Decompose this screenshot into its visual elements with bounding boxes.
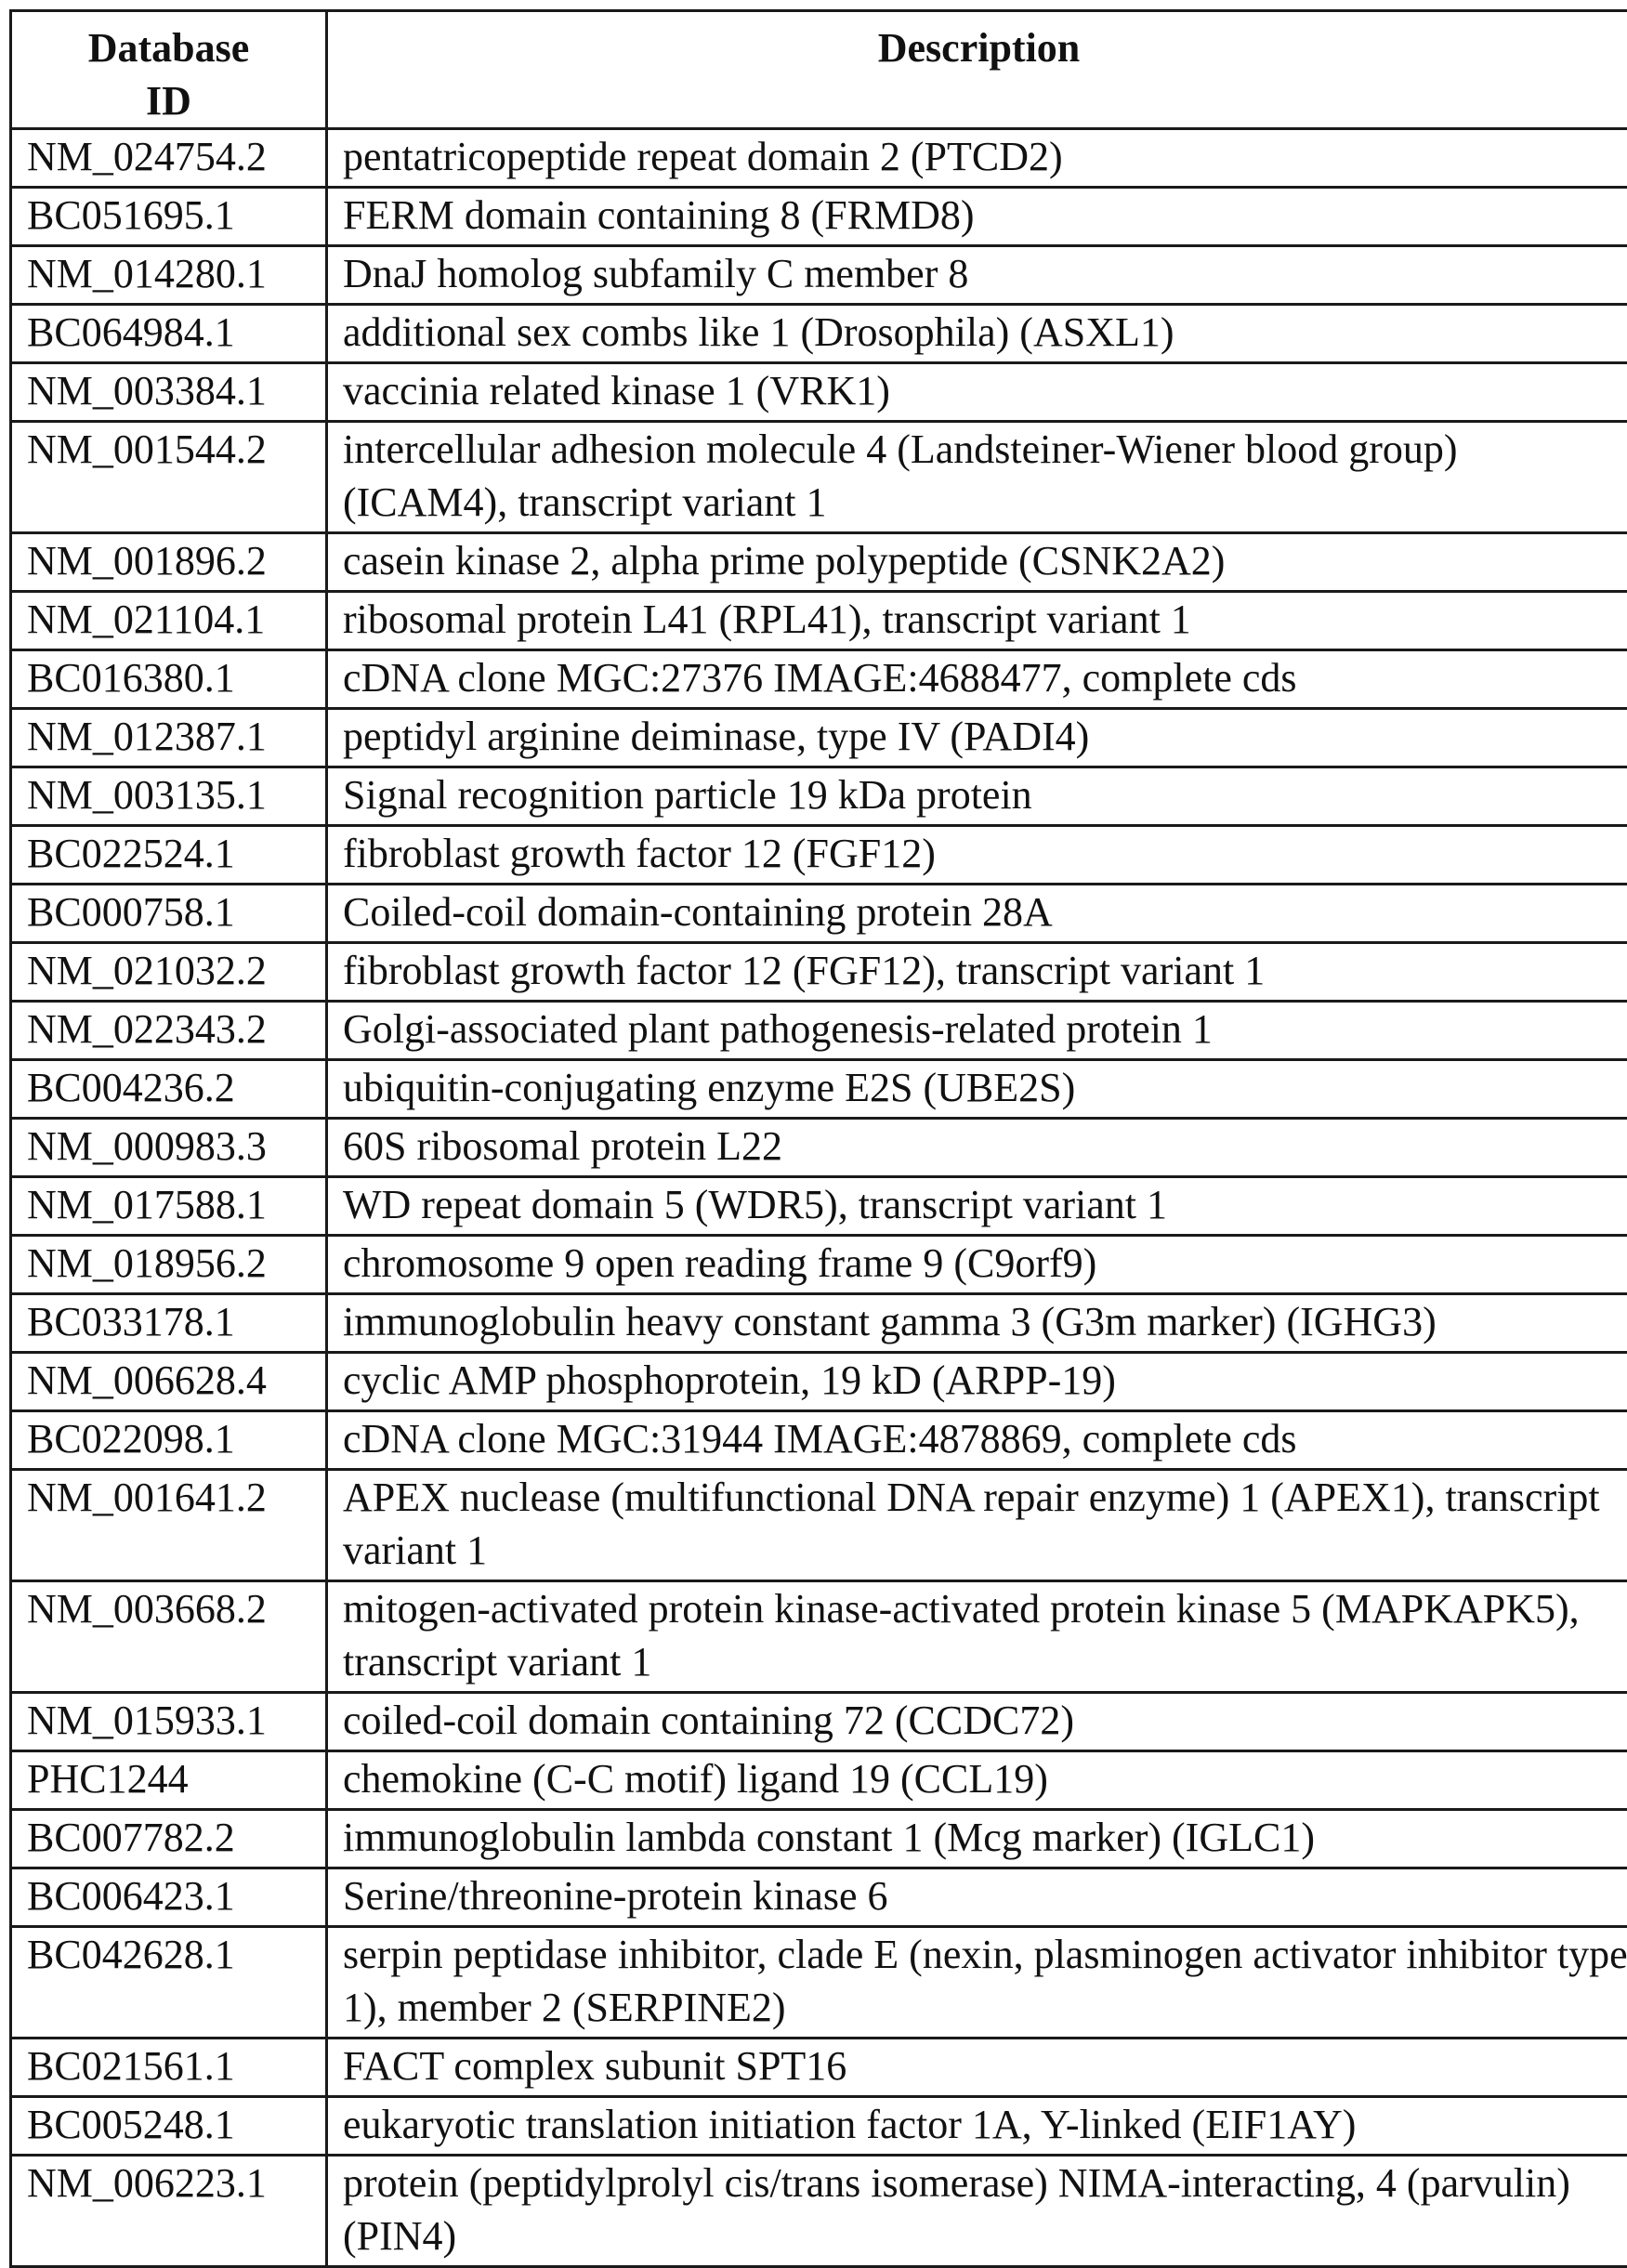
description-cell: vaccinia related kinase 1 (VRK1) (327, 363, 1627, 422)
table-row (11, 1411, 1627, 1470)
description-cell: chromosome 9 open reading frame 9 (C9orf9) (327, 1236, 1627, 1294)
database-id-cell: PHC1244 (11, 1751, 327, 1810)
database-id-cell: NM_014280.1 (11, 246, 327, 305)
database-id-cell: BC022524.1 (11, 826, 327, 885)
table-row (11, 826, 1627, 885)
header-database-id-line1: Database (12, 21, 325, 74)
database-id-cell: BC000758.1 (11, 885, 327, 943)
description-cell: ubiquitin-conjugating enzyme E2S (UBE2S) (327, 1060, 1627, 1119)
database-id-cell: NM_006628.4 (11, 1353, 327, 1411)
table-row (11, 363, 1627, 422)
table-row (11, 709, 1627, 767)
table-row (11, 943, 1627, 1002)
table-row (11, 1119, 1627, 1177)
table-row (11, 767, 1627, 826)
database-id-cell: NM_003135.1 (11, 767, 327, 826)
description-cell: mitogen-activated protein kinase-activated protein kinase 5 (MAPKAPK5), transcript variant 1 (327, 1581, 1627, 1693)
description-cell: chemokine (C-C motif) ligand 19 (CCL19) (327, 1751, 1627, 1810)
database-id-cell: BC005248.1 (11, 2097, 327, 2156)
header-row (11, 11, 1627, 129)
description-cell: cyclic AMP phosphoprotein, 19 kD (ARPP-19) (327, 1353, 1627, 1411)
table-row (11, 1927, 1627, 2039)
database-id-cell: NM_024754.2 (11, 129, 327, 188)
description-cell: Golgi-associated plant pathogenesis-related protein 1 (327, 1002, 1627, 1060)
database-id-cell: BC033178.1 (11, 1294, 327, 1353)
description-cell: coiled-coil domain containing 72 (CCDC72) (327, 1693, 1627, 1751)
database-id-cell: NM_021032.2 (11, 943, 327, 1002)
database-id-cell: NM_017588.1 (11, 1177, 327, 1236)
database-id-cell: BC004236.2 (11, 1060, 327, 1119)
database-id-cell: NM_015933.1 (11, 1693, 327, 1751)
description-cell: immunoglobulin lambda constant 1 (Mcg marker) (IGLC1) (327, 1810, 1627, 1868)
database-id-cell: NM_001641.2 (11, 1470, 327, 1581)
table-row (11, 422, 1627, 533)
description-cell: cDNA clone MGC:31944 IMAGE:4878869, complete cds (327, 1411, 1627, 1470)
database-id-cell: NM_021104.1 (11, 592, 327, 650)
table-body (11, 129, 1627, 2267)
description-cell: 60S ribosomal protein L22 (327, 1119, 1627, 1177)
database-id-cell: BC064984.1 (11, 305, 327, 363)
table-row (11, 246, 1627, 305)
table-row (11, 533, 1627, 592)
database-id-cell: BC051695.1 (11, 188, 327, 246)
table-row (11, 592, 1627, 650)
gene-table (9, 9, 1627, 2268)
database-id-cell: NM_003384.1 (11, 363, 327, 422)
table-row (11, 1581, 1627, 1693)
description-cell: Signal recognition particle 19 kDa protein (327, 767, 1627, 826)
description-cell: fibroblast growth factor 12 (FGF12) (327, 826, 1627, 885)
description-cell: intercellular adhesion molecule 4 (Landsteiner-Wiener blood group) (ICAM4), transcript variant 1 (327, 422, 1627, 533)
table-row (11, 129, 1627, 188)
table-row (11, 650, 1627, 709)
description-cell: casein kinase 2, alpha prime polypeptide (CSNK2A2) (327, 533, 1627, 592)
database-id-cell: NM_012387.1 (11, 709, 327, 767)
table-row (11, 1294, 1627, 1353)
table-row (11, 1693, 1627, 1751)
description-cell: Serine/threonine-protein kinase 6 (327, 1868, 1627, 1927)
description-cell: additional sex combs like 1 (Drosophila) (ASXL1) (327, 305, 1627, 363)
description-cell: DnaJ homolog subfamily C member 8 (327, 246, 1627, 305)
description-cell: Coiled-coil domain-containing protein 28A (327, 885, 1627, 943)
table-row (11, 1353, 1627, 1411)
table-row (11, 1470, 1627, 1581)
description-cell: fibroblast growth factor 12 (FGF12), transcript variant 1 (327, 943, 1627, 1002)
table-row (11, 188, 1627, 246)
table-row (11, 1177, 1627, 1236)
description-cell: peptidyl arginine deiminase, type IV (PADI4) (327, 709, 1627, 767)
database-id-cell: NM_001544.2 (11, 422, 327, 533)
description-cell: protein (peptidylprolyl cis/trans isomerase) NIMA-interacting, 4 (parvulin) (PIN4) (327, 2156, 1627, 2267)
description-cell: WD repeat domain 5 (WDR5), transcript variant 1 (327, 1177, 1627, 1236)
header-description: Description (327, 11, 1627, 129)
table-row (11, 885, 1627, 943)
table-row (11, 2097, 1627, 2156)
database-id-cell: BC021561.1 (11, 2039, 327, 2097)
header-database-id-line2: ID (12, 74, 325, 127)
table-row (11, 2039, 1627, 2097)
database-id-cell: NM_003668.2 (11, 1581, 327, 1693)
description-cell: cDNA clone MGC:27376 IMAGE:4688477, complete cds (327, 650, 1627, 709)
table-row (11, 1002, 1627, 1060)
table-row (11, 1810, 1627, 1868)
database-id-cell: BC006423.1 (11, 1868, 327, 1927)
database-id-cell: NM_018956.2 (11, 1236, 327, 1294)
database-id-cell: NM_000983.3 (11, 1119, 327, 1177)
database-id-cell: NM_022343.2 (11, 1002, 327, 1060)
table-row (11, 1751, 1627, 1810)
header-database-id (11, 11, 327, 129)
table-row (11, 2156, 1627, 2267)
database-id-cell: NM_006223.1 (11, 2156, 327, 2267)
description-cell: serpin peptidase inhibitor, clade E (nexin, plasminogen activator inhibitor type 1), member 2 (SERPINE2) (327, 1927, 1627, 2039)
description-cell: pentatricopeptide repeat domain 2 (PTCD2) (327, 129, 1627, 188)
description-cell: APEX nuclease (multifunctional DNA repair enzyme) 1 (APEX1), transcript variant 1 (327, 1470, 1627, 1581)
table-header (11, 11, 1627, 129)
database-id-cell: BC016380.1 (11, 650, 327, 709)
database-id-cell: BC042628.1 (11, 1927, 327, 2039)
description-cell: eukaryotic translation initiation factor 1A, Y-linked (EIF1AY) (327, 2097, 1627, 2156)
description-cell: FACT complex subunit SPT16 (327, 2039, 1627, 2097)
database-id-cell: NM_001896.2 (11, 533, 327, 592)
description-cell: FERM domain containing 8 (FRMD8) (327, 188, 1627, 246)
description-cell: ribosomal protein L41 (RPL41), transcript variant 1 (327, 592, 1627, 650)
table-row (11, 1060, 1627, 1119)
table-row (11, 305, 1627, 363)
table-row (11, 1236, 1627, 1294)
database-id-cell: BC022098.1 (11, 1411, 327, 1470)
description-cell: immunoglobulin heavy constant gamma 3 (G3m marker) (IGHG3) (327, 1294, 1627, 1353)
database-id-cell: BC007782.2 (11, 1810, 327, 1868)
table-row (11, 1868, 1627, 1927)
